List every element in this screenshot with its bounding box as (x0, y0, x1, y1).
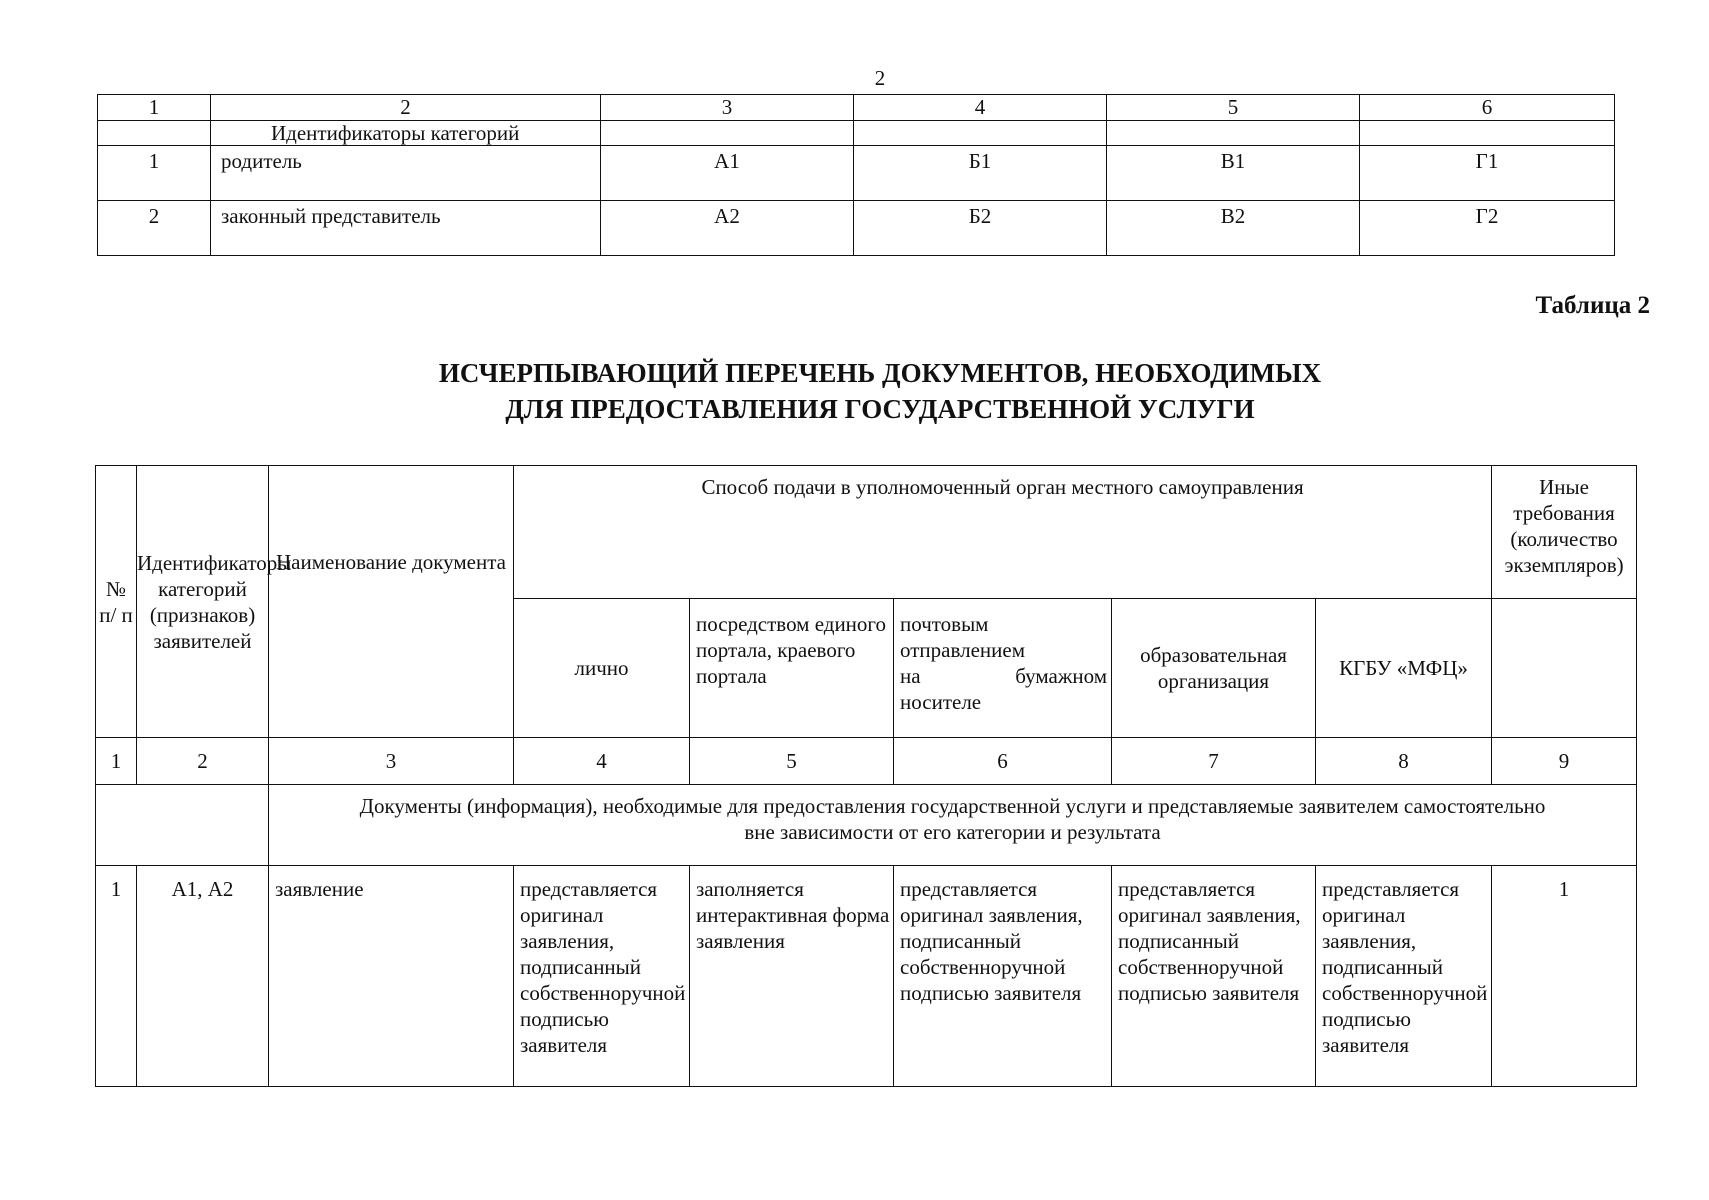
mail-word: на (900, 664, 921, 688)
method-school: образовательная организация (1112, 599, 1316, 738)
category-name: законный представитель (211, 201, 601, 256)
submission-method-header: Способ подачи в уполномоченный орган местного самоуправления (514, 466, 1492, 599)
category-name: родитель (211, 146, 601, 201)
column-number: 5 (690, 738, 894, 785)
cell: А2 (601, 201, 854, 256)
documents-table (95, 465, 1637, 1087)
column-number: 9 (1492, 738, 1637, 785)
header-cell: 6 (1360, 95, 1615, 121)
col-identifiers-header: Идентификаторы категорий (признаков) заявителей (137, 466, 269, 738)
cell: В2 (1107, 201, 1360, 256)
row-school: представляется оригинал заявления, подписанный собственноручной подписью заявителя (1112, 866, 1316, 1087)
column-number: 4 (514, 738, 690, 785)
method-mfc: КГБУ «МФЦ» (1316, 599, 1492, 738)
cell: Г2 (1360, 201, 1615, 256)
identifiers-label: Идентификаторы категорий (211, 121, 601, 146)
cell: В1 (1107, 146, 1360, 201)
row-mfc: представляется оригинал заявления, подписанный собственноручной подписью заявителя (1316, 866, 1492, 1087)
row-portal: заполняется интерактивная форма заявления (690, 866, 894, 1087)
title-line: ДЛЯ ПРЕДОСТАВЛЕНИЯ ГОСУДАРСТВЕННОЙ УСЛУГИ (505, 394, 1255, 424)
header-cell: 3 (601, 95, 854, 121)
row-identifiers: А1, А2 (137, 866, 269, 1087)
mail-line: почтовым отправлением (900, 612, 1025, 662)
section-line: вне зависимости от его категории и результата (744, 820, 1161, 844)
cell: Г1 (1360, 146, 1615, 201)
col-other-requirements-header: Иные требования (количество экземпляров) (1492, 466, 1637, 599)
row-number: 1 (98, 146, 211, 201)
cell: Б1 (854, 146, 1107, 201)
row-personal: представляется оригинал заявления, подписанный собственноручной подписью заявителя (514, 866, 690, 1087)
row-number: 1 (96, 866, 137, 1087)
method-personal: лично (514, 599, 690, 738)
row-number: 2 (98, 201, 211, 256)
table-row (98, 201, 1615, 256)
row-copies: 1 (1492, 866, 1637, 1087)
title-line: ИСЧЕРПЫВАЮЩИЙ ПЕРЕЧЕНЬ ДОКУМЕНТОВ, НЕОБХОДИМЫХ (438, 358, 1322, 388)
table-header-row (96, 466, 1637, 599)
header-cell: 5 (1107, 95, 1360, 121)
method-portal: посредством единого портала, краевого портала (690, 599, 894, 738)
document-title (0, 355, 1709, 427)
table-header-row (98, 95, 1615, 121)
column-numbers-row (96, 738, 1637, 785)
page-number: 2 (874, 66, 886, 90)
mail-line: носителе (900, 690, 982, 714)
column-number: 6 (894, 738, 1112, 785)
section-line: Документы (информация), необходимые для предоставления государственной услуги и представляемые заявителем самостоятельно (359, 794, 1546, 818)
row-document-name: заявление (269, 866, 514, 1087)
method-mail (894, 599, 1112, 738)
table-row (96, 866, 1637, 1087)
table-row (98, 146, 1615, 201)
identifiers-row (98, 121, 1615, 146)
table-label: Таблица 2 (1535, 292, 1650, 319)
section-row (96, 785, 1637, 866)
column-number: 2 (137, 738, 269, 785)
col-number-header: № п/ п (96, 466, 137, 738)
cell: А1 (601, 146, 854, 201)
mail-word: бумажном (1015, 664, 1107, 688)
mail-line (900, 663, 1111, 689)
column-number: 8 (1316, 738, 1492, 785)
column-number: 3 (269, 738, 514, 785)
section-heading (269, 785, 1637, 866)
column-number: 7 (1112, 738, 1316, 785)
header-cell: 1 (98, 95, 211, 121)
row-mail: представляется оригинал заявления, подписанный собственноручной подписью заявителя (894, 866, 1112, 1087)
categories-table (97, 94, 1615, 256)
col-document-name-header: Наименование документа (269, 466, 514, 738)
cell: Б2 (854, 201, 1107, 256)
header-cell: 4 (854, 95, 1107, 121)
column-number: 1 (96, 738, 137, 785)
header-cell: 2 (211, 95, 601, 121)
